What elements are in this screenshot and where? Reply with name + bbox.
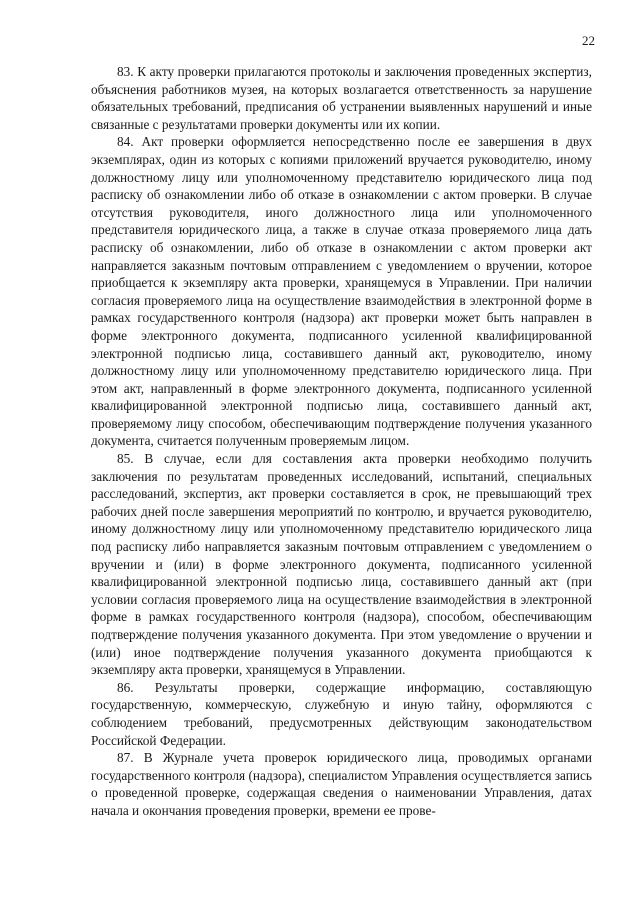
- page-number: 22: [582, 33, 595, 48]
- paragraph-83: 83. К акту проверки прилагаются протоколы и заключения проведенных экспертиз, объяснения работников музея, на которых возлагается ответственность за нарушение обязательных требований, предписания об устранении выявленных нарушений и иные связанные с результатами проверки документы или их копии.: [91, 64, 592, 132]
- paragraph-87: 87. В Журнале учета проверок юридического лица, проводимых органами государственного контроля (надзора), специалистом Управления осуществляется запись о проведенной проверке, содержащая сведения о наименовании Управления, датах начала и окончания проведения проверки, времени ее прове-: [91, 750, 592, 818]
- paragraph-85: 85. В случае, если для составления акта проверки необходимо получить заключения по результатам проведенных исследований, испытаний, специальных расследований, экспертиз, акт проверки составляется в срок, не превышающий трех рабочих дней после завершения мероприятий по контролю, и вручается руководителю, иному должностному лицу или уполномоченному представителю юридического лица под расписку либо направляется заказным почтовым отправлением с уведомлением о вручении и (или) в форме электронного документа, подписанного усиленной квалифицированной электронной подписью лица, составившего данный акт (при условии согласия проверяемого лица на осуществление взаимодействия в электронной форме в рамках государственного контроля (надзора), способом, обеспечивающим подтверждение получения указанного документа. При этом уведомление о вручении и (или) иное подтверждение получения указанного документа приобщаются к экземпляру акта проверки, хранящемуся в Управлении.: [91, 451, 592, 678]
- paragraph-84: 84. Акт проверки оформляется непосредственно после ее завершения в двух экземплярах, один из которых с копиями приложений вручается руководителю, иному должностному лицу или уполномоченному представителю юридического лица под расписку об ознакомлении либо об отказе в ознакомлении с актом проверки. В случае отсутствия руководителя, иного должностного лица или уполномоченного представителя юридического лица, а также в случае отказа проверяемого лица дать расписку об ознакомлении, либо об отказе в ознакомлении с актом проверки акт направляется заказным почтовым отправлением с уведомлением о вручении, которое приобщается к экземпляру акта проверки, хранящемуся в Управлении. При наличии согласия проверяемого лица на осуществление взаимодействия в электронной форме в рамках государственного контроля (надзора) акт проверки может быть направлен в форме электронного документа, подписанного усиленной квалифицированной электронной подписью лица, составившего данный акт, руководителю, иному должностному лицу или уполномоченному представителю юридического лица. При этом акт, направленный в форме электронного документа, подписанного усиленной квалифицированной электронной подписью лица, составившего данный акт, проверяемому лицу способом, обеспечивающим подтверждение получения указанного документа, считается полученным проверяемым лицом.: [91, 134, 592, 449]
- document-body: [91, 63, 592, 820]
- paragraph-86: 86. Результаты проверки, содержащие информацию, составляющую государственную, коммерческую, служебную и иную тайну, оформляются с соблюдением требований, предусмотренных действующим законодательством Российской Федерации.: [91, 679, 592, 748]
